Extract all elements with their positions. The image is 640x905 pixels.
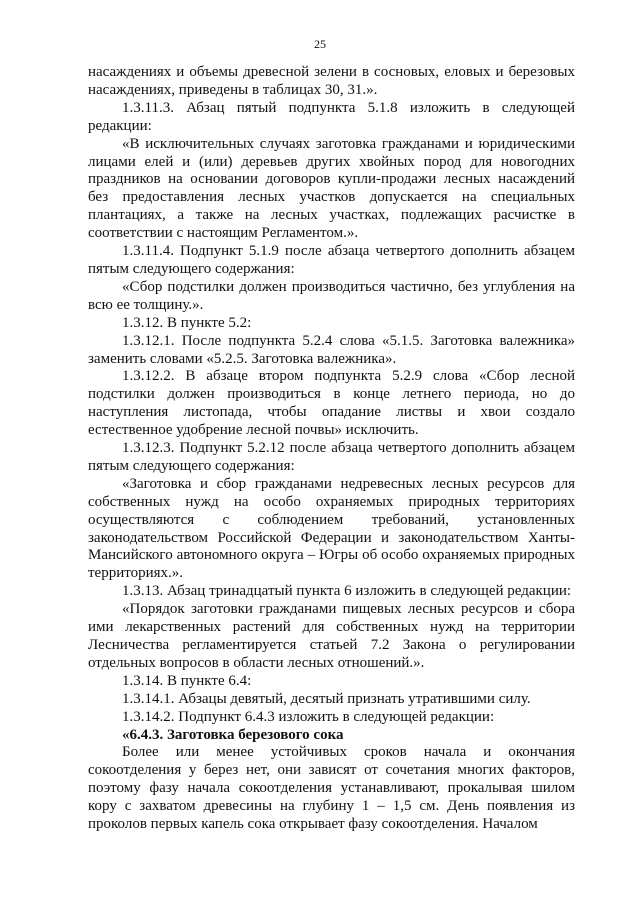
- paragraph-quote-protected-areas: «Заготовка и сбор гражданами недревесных лесных ресурсов для собственных нужд на особо охраняемых природных территориях осуществляются с соблюдением требований, установленных законодательством Российской Федерации и законодательством Ханты-Мансийского автономного округа – Югры об особо охраняемых природных территориях.».: [88, 475, 575, 582]
- paragraph-continuation: насаждениях и объемы древесной зелени в сосновых, еловых и березовых насаждениях, приведены в таблицах 30, 31.».: [88, 64, 575, 98]
- paragraph-1-3-14-1: 1.3.14.1. Абзацы девятый, десятый признать утратившими силу.: [122, 690, 531, 707]
- paragraph-1-3-11-4: 1.3.11.4. Подпункт 5.1.9 после абзаца четвертого дополнить абзацем пятым следующего содержания:: [88, 243, 575, 277]
- paragraph-1-3-12-1: 1.3.12.1. После подпункта 5.2.4 слова «5.1.5. Заготовка валежника» заменить словами «5.2.5. Заготовка валежника».: [88, 332, 575, 367]
- paragraph-birch-sap-text: Более или менее устойчивых сроков начала и окончания сокоотделения у берез нет, они зависят от сочетания многих факторов, поэтому фазу начала сокоотделения устанавливают, прокалывая шилом кору с захватом древесины на глубину 1 – 1,5 см. День появления из проколов первых капель сока открывает фазу сокоотделения. Началом: [88, 744, 575, 833]
- paragraph-1-3-11-3: 1.3.11.3. Абзац пятый подпункта 5.1.8 изложить в следующей редакции:: [88, 99, 575, 134]
- paragraph-1-3-14: 1.3.14. В пункте 6.4:: [122, 672, 252, 689]
- section-heading-birch-sap: «6.4.3. Заготовка березового сока: [122, 726, 344, 743]
- paragraph-1-3-13: 1.3.13. Абзац тринадцатый пункта 6 изложить в следующей редакции:: [122, 583, 572, 600]
- paragraph-1-3-14-2: 1.3.14.2. Подпункт 6.4.3 изложить в следующей редакции:: [122, 708, 495, 725]
- document-body: [88, 64, 575, 834]
- paragraph-quote-new-year-trees: «В исключительных случаях заготовка гражданами и юридическими лицами елей и (или) деревьев других хвойных пород для новогодних праздников на основании договоров купли-продажи лесных насаждений без предоставления лесных участков допускается на специальных плантациях, а также на лесных участках, подлежащих расчистке в соответствии с настоящим Регламентом.».: [88, 135, 575, 242]
- paragraph-quote-litter-collection: «Сбор подстилки должен производиться частично, без углубления на всю ее толщину.».: [88, 278, 575, 313]
- paragraph-1-3-12-2: 1.3.12.2. В абзаце втором подпункта 5.2.9 слова «Сбор лесной подстилки должен производиться в конце летнего периода, но до наступления листопада, чтобы опадание листвы и хвои создало естественное удобрение лесной почвы» исключить.: [88, 368, 575, 439]
- paragraph-1-3-12-3: 1.3.12.3. Подпункт 5.2.12 после абзаца четвертого дополнить абзацем пятым следующего содержания:: [88, 440, 575, 474]
- paragraph-quote-food-resources: «Порядок заготовки гражданами пищевых лесных ресурсов и сбора ими лекарственных растений для собственных нужд на территории Лесничества регламентируется статьей 7.2 Закона о регулировании отдельных вопросов в области лесных отношений.».: [88, 601, 575, 671]
- paragraph-1-3-12: 1.3.12. В пункте 5.2:: [122, 314, 252, 331]
- page-number: 25: [314, 37, 326, 51]
